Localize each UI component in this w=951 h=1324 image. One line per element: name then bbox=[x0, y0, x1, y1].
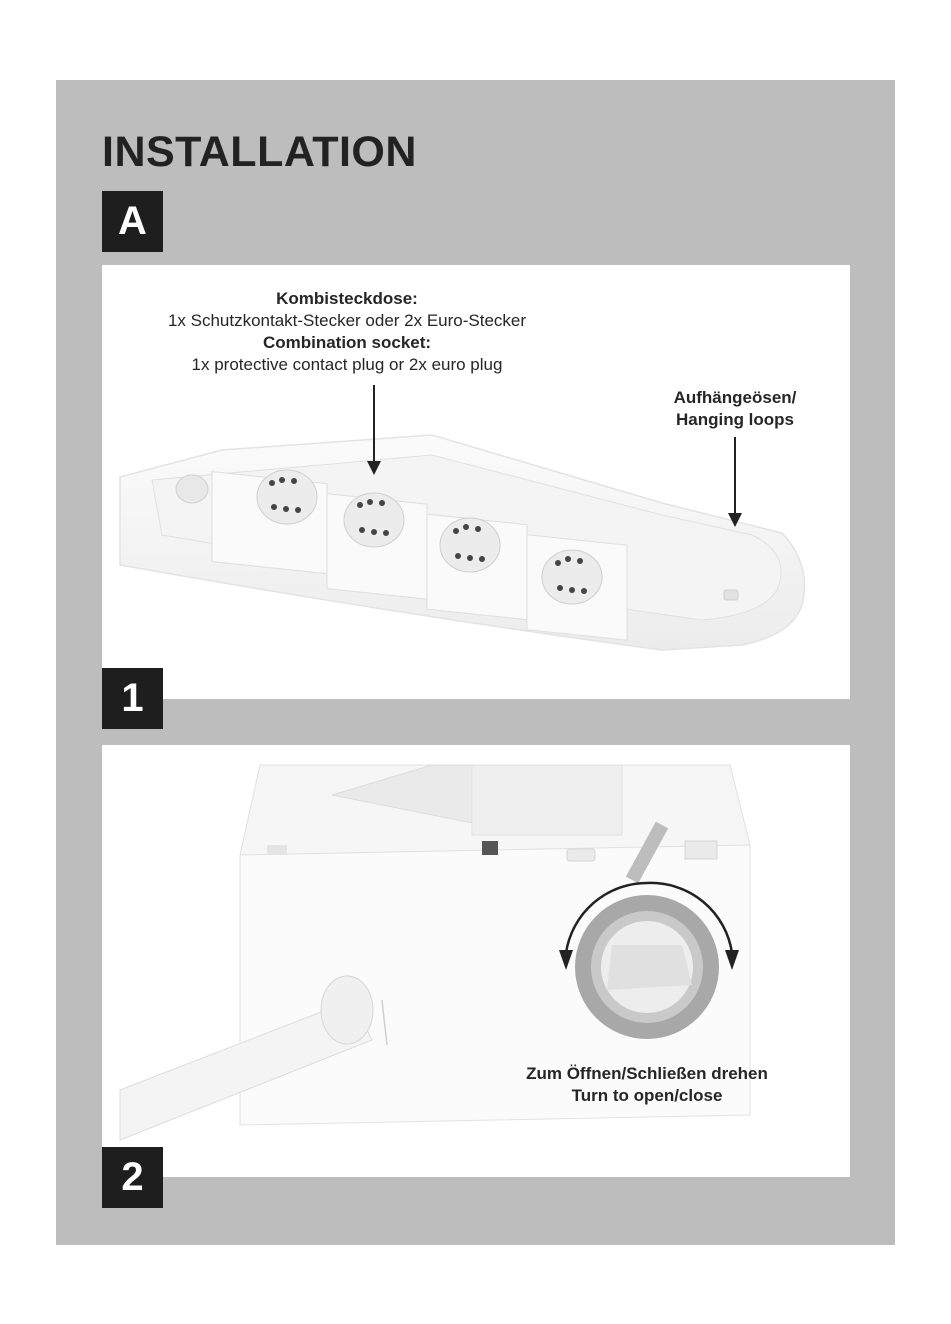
turn-de: Zum Öffnen/Schließen drehen bbox=[526, 1064, 768, 1083]
socket-4 bbox=[542, 550, 602, 604]
socket-1 bbox=[257, 470, 317, 524]
combination-en-title: Combination socket: bbox=[262, 333, 432, 352]
section-badge-a: A bbox=[102, 191, 163, 252]
combination-en-text: 1x protective contact plug or 2x euro plug bbox=[191, 355, 503, 374]
turn-en: Turn to open/close bbox=[571, 1086, 723, 1105]
loops-line1: Aufhängeösen/ bbox=[673, 388, 797, 407]
socket-2 bbox=[344, 493, 404, 547]
arrow-icon bbox=[367, 385, 381, 475]
loops-line2: Hanging loops bbox=[675, 410, 795, 429]
socket-3 bbox=[440, 518, 500, 572]
turn-caption bbox=[492, 1063, 802, 1107]
step-badge-2: 2 bbox=[102, 1147, 163, 1208]
step-badge-1: 1 bbox=[102, 668, 163, 729]
cable-port-illustration bbox=[102, 745, 850, 1177]
combination-de-title: Kombisteckdose: bbox=[276, 289, 418, 308]
arrow-icon bbox=[728, 437, 742, 527]
step1-photo-panel bbox=[102, 265, 850, 699]
hanging-loop bbox=[724, 590, 738, 600]
step2-photo-panel bbox=[102, 745, 850, 1177]
page-title: INSTALLATION bbox=[102, 128, 417, 176]
combination-socket-caption bbox=[132, 288, 562, 376]
combination-de-text: 1x Schutzkontakt-Stecker oder 2x Euro-Stecker bbox=[167, 311, 527, 330]
hanging-loops-caption bbox=[645, 387, 825, 431]
